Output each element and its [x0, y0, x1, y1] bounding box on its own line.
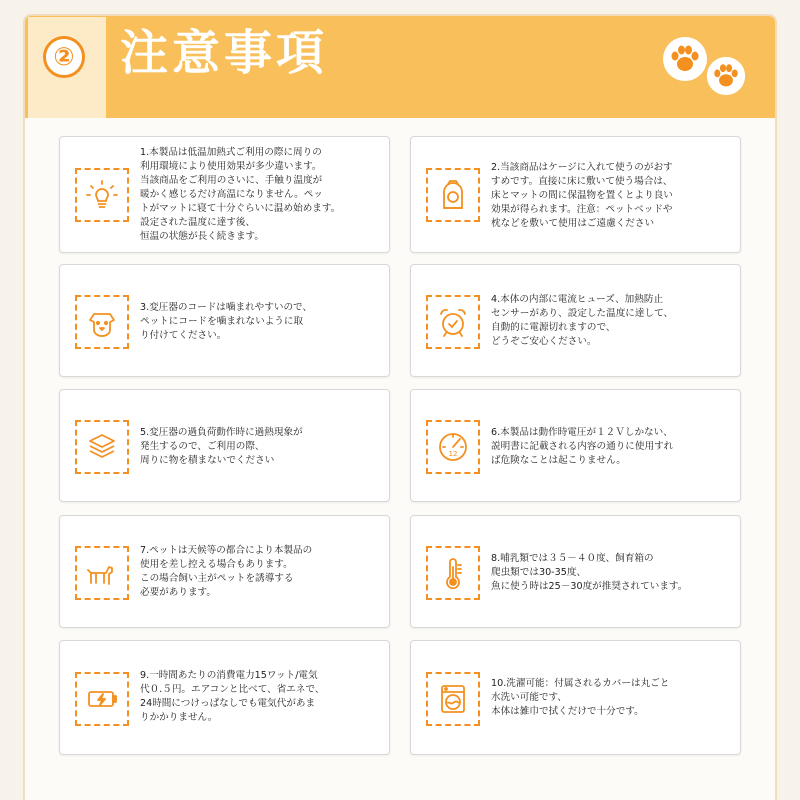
- alarm-clock-icon: [433, 302, 473, 342]
- notice-card-7: [59, 515, 390, 628]
- gauge-12v-icon: [433, 427, 473, 467]
- notice-card-1: [59, 136, 390, 253]
- notice-text: 1.本製品は低温加熱式ご利用の際に周りの 利用環境により使用効果が多少違います。 当該商品をご利用のさいに、手触り温度が 暖かく感じるだけ高温になりません。ペッ トがマットに寝て十分ぐらいに温め始めます。 設定された温度に達す後、 恒温の状態が長く続きます。: [140, 147, 341, 242]
- icon-frame: [75, 168, 129, 222]
- pet-carrier-icon: [433, 175, 473, 215]
- icon-frame: [426, 295, 480, 349]
- paw-icon: [662, 36, 708, 82]
- paw-icon: [706, 56, 746, 96]
- notice-text: 10.洗濯可能：付属されるカバーは丸ごと 水洗い可能です、 本体は雑巾で拭くだけで十分です。: [491, 678, 670, 717]
- washing-machine-icon: [433, 679, 473, 719]
- notice-text: 3.変圧器のコードは噛まれやすいので、 ペットにコードを噛まれないように取 り付けてください。: [140, 302, 313, 341]
- thermometer-icon: [433, 553, 473, 593]
- notice-card-4: [410, 264, 741, 377]
- notice-card-9: [59, 640, 390, 755]
- icon-frame: [75, 672, 129, 726]
- notice-card-10: [410, 640, 741, 755]
- page-title: 注意事項: [120, 25, 329, 81]
- battery-charging-icon: [82, 679, 122, 719]
- notice-text: 9.一時間あたりの消費電力15ワット/電気 代０.５円。エアコンと比べて、省エネで、 24時間につけっぱなしでも電気代があま りかかりません。: [140, 670, 325, 723]
- notice-text: 8.哺乳類では３５－４０度、飼育箱の 爬虫類では30-35度、 魚に使う時は25－30度が推奨されています。: [491, 553, 688, 592]
- notice-card-8: [410, 515, 741, 628]
- lightbulb-icon: [82, 175, 122, 215]
- notice-text: 2.当該商品はケージに入れて使うのがおす すめです。直接に床に敷いて使う場合は、 床とマットの間に保温物を置くとより良い 効果が得られます。注意：ペットベッドや 枕などを敷いて使用はご遠慮ください: [491, 162, 673, 229]
- notice-card-6: [410, 389, 741, 502]
- icon-frame: [75, 295, 129, 349]
- walking-dog-icon: [82, 553, 122, 593]
- notice-text: 5.変圧器の過負荷動作時に過熱現象が 発生するので、ご利用の際、 周りに物を積まないでください: [140, 427, 303, 466]
- icon-frame: [426, 420, 480, 474]
- notice-text: 4.本体の内部に電流ヒューズ、加熱防止 センサーがあり、設定した温度に達して、 自動的に電源切れますので、 どうぞご安心ください。: [491, 294, 674, 347]
- icon-frame: [426, 546, 480, 600]
- icon-frame: [75, 546, 129, 600]
- icon-frame: [426, 168, 480, 222]
- notice-card-2: [410, 136, 741, 253]
- layers-icon: [82, 427, 122, 467]
- icon-frame: [426, 672, 480, 726]
- notice-text: 7.ペットは天候等の都合により本製品の 使用を差し控える場合もあります。 この場合飼い主がペットを誘導する 必要があります。: [140, 545, 313, 598]
- gauge-label: 12: [448, 450, 458, 458]
- notice-text: 6.本製品は動作時電圧が１２Ｖしかない、 説明書に記載される内容の通りに使用すれ ば危険なことは起こりません。: [491, 427, 674, 466]
- dog-face-icon: [82, 302, 122, 342]
- notice-card-5: [59, 389, 390, 502]
- section-number: ②: [43, 36, 85, 78]
- icon-frame: [75, 420, 129, 474]
- notice-card-3: [59, 264, 390, 377]
